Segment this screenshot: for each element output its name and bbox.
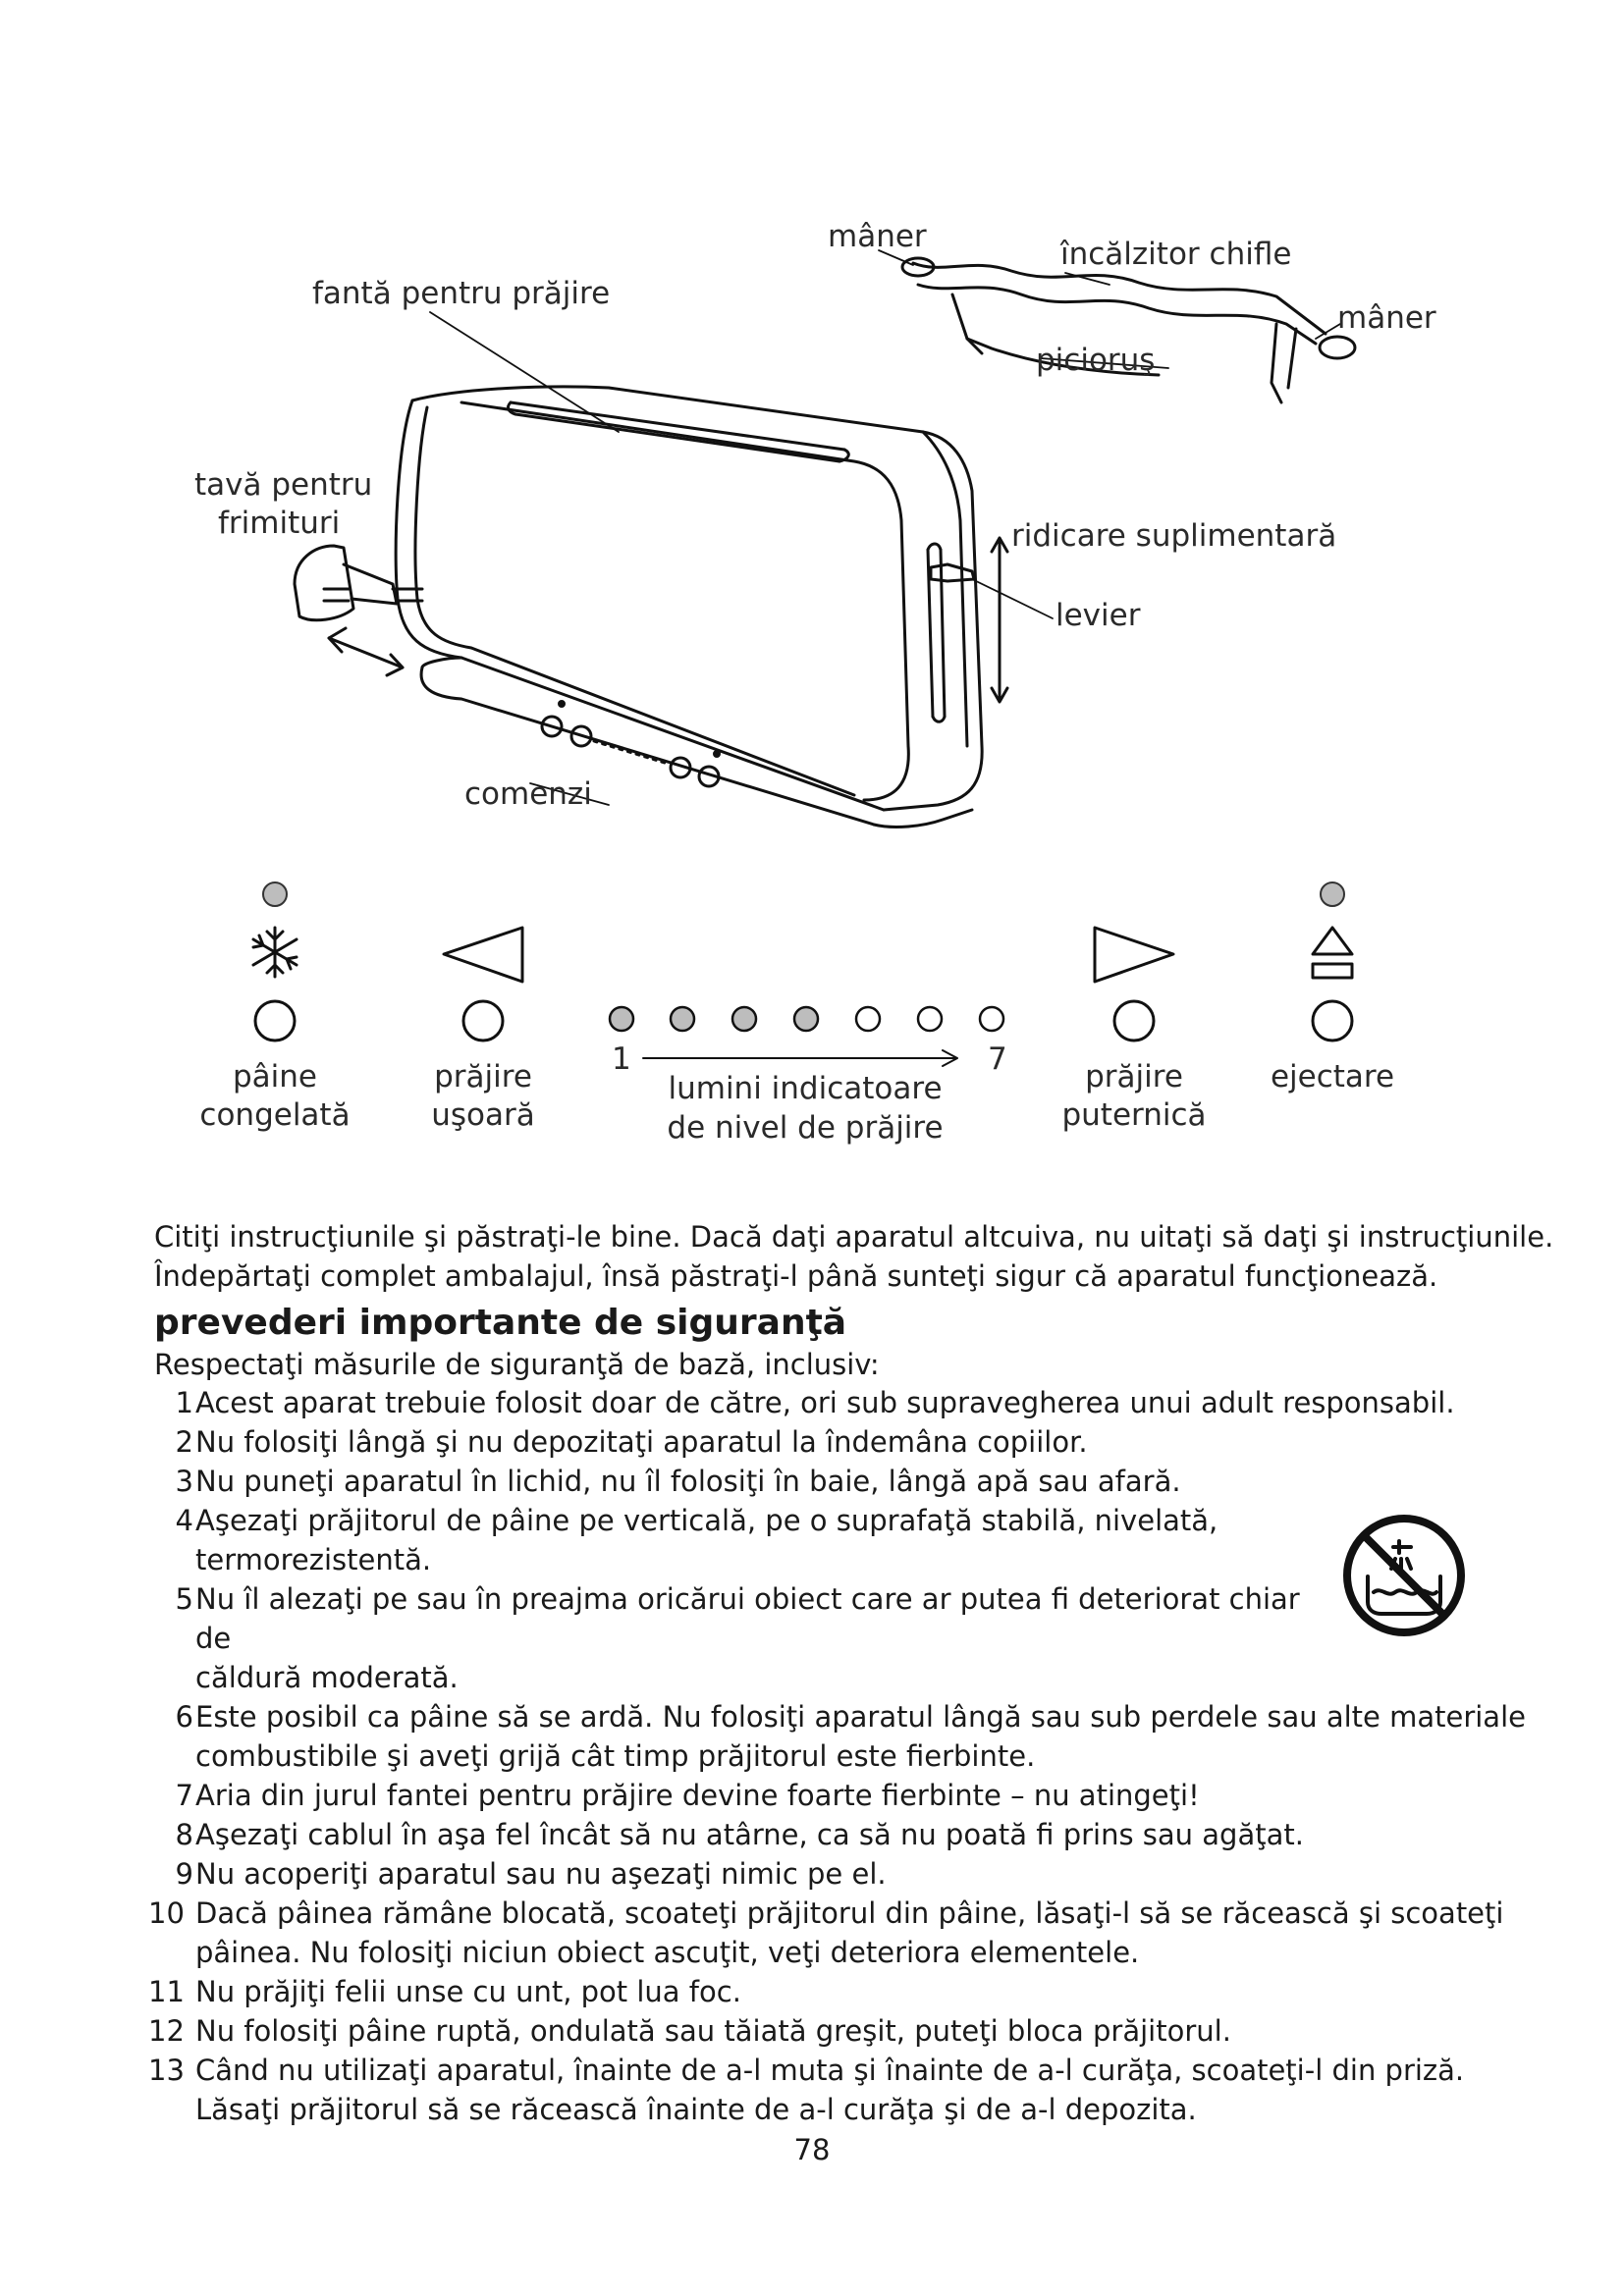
list-item xyxy=(154,1697,1548,1776)
list-item xyxy=(154,1815,1548,1854)
label-crumb-tray-2: frimituri xyxy=(218,506,341,541)
label-scale-start: 1 xyxy=(612,1041,631,1077)
label-lever: levier xyxy=(1056,598,1141,633)
list-item xyxy=(148,2051,1548,2129)
item-text: Nu acoperiţi aparatul sau nu aşezaţi nimic pe el. xyxy=(195,1857,887,1891)
label-crumb-tray-1: tavă pentru xyxy=(194,467,373,503)
list-item xyxy=(154,1501,1315,1579)
item-number: 7 xyxy=(175,1779,193,1812)
item-text: Nu folosiţi lângă şi nu depozitaţi aparatul la îndemâna copiilor. xyxy=(195,1425,1088,1459)
eject-icon xyxy=(1313,928,1352,978)
item-text: Când nu utilizaţi aparatul, înainte de a-l muta şi înainte de a-l curăţa, scoateţi-l din priză. xyxy=(195,2054,1465,2087)
label-foot: picioruş xyxy=(1036,343,1156,378)
item-text: Lăsaţi prăjitorul să se răcească înainte de a-l curăţa şi de a-l depozita. xyxy=(195,2093,1197,2126)
item-text: Nu folosiţi pâine ruptă, ondulată sau tăiată greşit, puteţi bloca prăjitorul. xyxy=(195,2014,1231,2048)
label-light-1: prăjire xyxy=(434,1059,532,1095)
item-text: pâinea. Nu folosiţi niciun obiect ascuţit, veţi deteriora elementele. xyxy=(195,1936,1140,1969)
item-text: Nu îl alezaţi pe sau în preajma oricărui obiect care ar putea fi deteriorat chiar de xyxy=(195,1582,1300,1655)
label-eject: ejectare xyxy=(1270,1059,1395,1095)
safety-heading: prevederi importante de siguranţă xyxy=(154,1303,847,1343)
base-controls xyxy=(542,702,720,787)
list-item xyxy=(154,1422,1548,1462)
list-item xyxy=(154,1854,1548,1894)
item-text: termorezistentă. xyxy=(195,1543,432,1576)
increase-icon xyxy=(1095,928,1173,982)
list-item xyxy=(154,1383,1548,1422)
label-frozen-1: pâine xyxy=(232,1059,317,1095)
page-number: 78 xyxy=(793,2133,831,2166)
label-controls: comenzi xyxy=(464,776,592,812)
item-text: căldură moderată. xyxy=(195,1661,459,1694)
item-number: 11 xyxy=(148,1975,185,2008)
item-text: Dacă pâinea rămâne blocată, scoateţi prăjitorul din pâine, lăsaţi-l să se răcească şi scoateţi xyxy=(195,1896,1504,1930)
label-light-2: uşoară xyxy=(431,1097,535,1133)
list-item xyxy=(148,2011,1548,2051)
item-number: 10 xyxy=(148,1896,185,1930)
crumb-tray xyxy=(295,546,422,675)
item-text: Este posibil ca pâine să se ardă. Nu folosiţi aparatul lângă sau sub perdele sau alte materiale xyxy=(195,1700,1526,1734)
label-dark-2: puternică xyxy=(1061,1097,1207,1133)
item-number: 6 xyxy=(175,1700,193,1734)
snowflake-icon xyxy=(253,928,297,977)
frozen-button xyxy=(255,1001,295,1041)
item-text: Aria din jurul fantei pentru prăjire devine foarte fierbinte – nu atingeţi! xyxy=(195,1779,1200,1812)
label-indicator-2: de nivel de prăjire xyxy=(667,1110,944,1146)
label-handle-right: mâner xyxy=(1337,300,1436,336)
list-item xyxy=(148,1972,1548,2011)
label-dark-1: prăjire xyxy=(1085,1059,1183,1095)
dark-toast-button xyxy=(1114,1001,1154,1041)
item-text: Acest aparat trebuie folosit doar de către, ori sub supravegherea unui adult responsabil. xyxy=(195,1386,1455,1419)
indicator-lights xyxy=(610,1007,1003,1031)
safety-list xyxy=(148,1383,1548,2129)
item-number: 9 xyxy=(175,1857,193,1891)
item-number: 4 xyxy=(175,1504,193,1537)
intro-line-2: Îndepărtaţi complet ambalajul, însă păstraţi-l până sunteţi sigur că aparatul funcţionează. xyxy=(154,1259,1438,1293)
decrease-icon xyxy=(444,928,522,982)
light-toast-button xyxy=(463,1001,503,1041)
label-handle-left: mâner xyxy=(828,219,927,254)
list-item xyxy=(148,1894,1548,1972)
item-text: Aşezaţi prăjitorul de pâine pe verticală, pe o suprafaţă stabilă, nivelată, xyxy=(195,1504,1218,1537)
label-bun-warmer: încălzitor chifle xyxy=(1060,237,1292,272)
item-text: Nu puneţi aparatul în lichid, nu îl folosiţi în baie, lângă apă sau afară. xyxy=(195,1465,1181,1498)
eject-button xyxy=(1313,1001,1352,1041)
item-number: 5 xyxy=(175,1582,193,1616)
no-bath-warning-icon xyxy=(1340,1512,1468,1639)
item-text: combustibile şi aveţi grijă cât timp prăjitorul este fierbinte. xyxy=(195,1739,1036,1773)
label-indicator-1: lumini indicatoare xyxy=(668,1071,943,1106)
item-number: 12 xyxy=(148,2014,185,2048)
item-number: 13 xyxy=(148,2054,185,2087)
extra-lift-arrow xyxy=(992,538,1007,702)
label-extra-lift: ridicare suplimentară xyxy=(1011,518,1337,554)
item-text: Aşezaţi cablul în aşa fel încât să nu atârne, ca să nu poată fi prins sau agăţat. xyxy=(195,1818,1304,1851)
bun-warmer-rack xyxy=(902,258,1355,402)
intro-text xyxy=(154,1217,1554,1296)
item-number: 8 xyxy=(175,1818,193,1851)
item-number: 2 xyxy=(175,1425,193,1459)
label-scale-end: 7 xyxy=(988,1041,1007,1077)
label-frozen-2: congelată xyxy=(199,1097,351,1133)
safety-subheading: Respectaţi măsurile de siguranţă de bază, inclusiv: xyxy=(154,1348,880,1381)
item-number: 1 xyxy=(175,1386,193,1419)
item-text: Nu prăjiţi felii unse cu unt, pot lua foc. xyxy=(195,1975,741,2008)
list-item xyxy=(154,1462,1548,1501)
list-item xyxy=(154,1776,1548,1815)
list-item xyxy=(154,1579,1315,1697)
item-number: 3 xyxy=(175,1465,193,1498)
label-slot: fantă pentru prăjire xyxy=(312,276,611,311)
intro-line-1: Citiţi instrucţiunile şi păstraţi-le bine. Dacă daţi aparatul altcuiva, nu uitaţi să daţi şi instrucţiunile. xyxy=(154,1220,1554,1254)
